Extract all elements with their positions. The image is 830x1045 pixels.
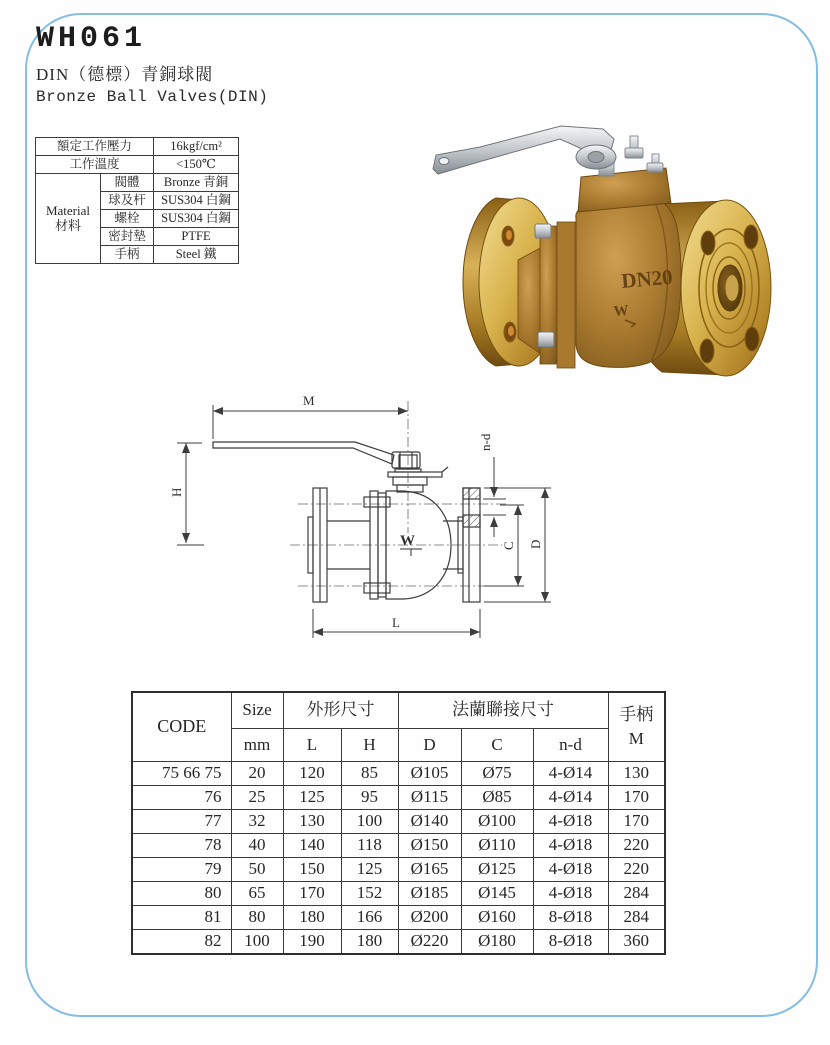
code-cell: 75 66 75: [132, 762, 231, 786]
value-cell: Ø115: [398, 786, 461, 810]
value-cell: 4-Ø14: [533, 762, 608, 786]
table-row: [132, 882, 665, 906]
code-cell: 80: [132, 882, 231, 906]
code-cell: 82: [132, 930, 231, 955]
col-header-size: Size: [231, 692, 283, 729]
dim-label-l: L: [392, 615, 400, 630]
dn-marking: DN20: [620, 264, 674, 293]
material-part: 手柄: [101, 246, 154, 264]
subtitle-english: Bronze Ball Valves(DIN): [36, 87, 269, 106]
table-row: [36, 156, 239, 174]
value-cell: Ø145: [461, 882, 533, 906]
code-cell: 79: [132, 858, 231, 882]
dim-label-d: D: [528, 539, 543, 549]
dimension-table-header: [132, 692, 665, 762]
value-cell: Ø75: [461, 762, 533, 786]
valve-drawing: [150, 385, 570, 655]
dim-table-body: [132, 762, 665, 955]
value-cell: Ø180: [461, 930, 533, 955]
valve-photo-illustration: [400, 110, 820, 400]
value-cell: 166: [341, 906, 398, 930]
table-row: [132, 906, 665, 930]
value-cell: 4-Ø18: [533, 882, 608, 906]
subtitle-chinese: DIN（德標）青銅球閥: [36, 64, 214, 84]
value-cell: 125: [283, 786, 341, 810]
col-header-outline: 外形尺寸: [283, 692, 398, 729]
table-row: [36, 138, 239, 156]
value-cell: 85: [341, 762, 398, 786]
material-value: Bronze 青銅: [154, 174, 239, 192]
value-cell: Ø140: [398, 810, 461, 834]
value-cell: Ø150: [398, 834, 461, 858]
col-header-nd: n-d: [533, 729, 608, 762]
value-cell: 4-Ø14: [533, 786, 608, 810]
value-cell: 95: [341, 786, 398, 810]
dimension-table: [131, 691, 666, 955]
value-cell: Ø160: [461, 906, 533, 930]
value-cell: 8-Ø18: [533, 906, 608, 930]
table-row: [36, 174, 239, 192]
value-cell: 4-Ø18: [533, 810, 608, 834]
value-cell: Ø105: [398, 762, 461, 786]
value-cell: 8-Ø18: [533, 930, 608, 955]
value-cell: 25: [231, 786, 283, 810]
value-cell: 190: [283, 930, 341, 955]
material-label-zh: 材料: [54, 217, 81, 233]
value-cell: Ø85: [461, 786, 533, 810]
value-cell: 140: [283, 834, 341, 858]
pressure-label: 額定工作壓力: [36, 138, 154, 156]
value-cell: 220: [608, 834, 665, 858]
col-header-h: H: [341, 729, 398, 762]
dim-label-c: C: [501, 541, 516, 550]
table-row: [132, 810, 665, 834]
material-part: 球及杆: [101, 192, 154, 210]
value-cell: Ø110: [461, 834, 533, 858]
col-header-mm: mm: [231, 729, 283, 762]
value-cell: 360: [608, 930, 665, 955]
page-header: [36, 24, 268, 106]
logo-marking: W: [612, 302, 630, 320]
table-row: [132, 786, 665, 810]
col-header-handle-zh: 手柄: [619, 705, 654, 725]
value-cell: 284: [608, 882, 665, 906]
code-cell: 76: [132, 786, 231, 810]
table-row: [132, 834, 665, 858]
value-cell: 50: [231, 858, 283, 882]
material-label: [36, 174, 101, 264]
value-cell: 40: [231, 834, 283, 858]
model-number: WH061: [36, 22, 147, 56]
col-header-d: D: [398, 729, 461, 762]
table-header-row: [132, 692, 665, 729]
value-cell: 100: [341, 810, 398, 834]
value-cell: Ø220: [398, 930, 461, 955]
value-cell: 4-Ø18: [533, 834, 608, 858]
col-header-c: C: [461, 729, 533, 762]
table-row: [132, 762, 665, 786]
value-cell: 20: [231, 762, 283, 786]
value-cell: 65: [231, 882, 283, 906]
col-header-flange: 法蘭聯接尺寸: [398, 692, 608, 729]
material-label-en: Material: [45, 202, 91, 218]
dim-label-nd: n-d: [478, 433, 493, 451]
table-row: [132, 930, 665, 955]
material-value: PTFE: [154, 228, 239, 246]
value-cell: 32: [231, 810, 283, 834]
col-header-handle: [608, 692, 665, 762]
temperature-value: <150℃: [154, 156, 239, 174]
value-cell: 120: [283, 762, 341, 786]
value-cell: Ø165: [398, 858, 461, 882]
handle-lever: [433, 126, 616, 174]
value-cell: 220: [608, 858, 665, 882]
value-cell: 130: [283, 810, 341, 834]
col-header-code: CODE: [132, 692, 231, 762]
logo-underline: [400, 549, 422, 556]
dimension-labels: [169, 393, 543, 630]
material-part: 密封墊: [101, 228, 154, 246]
value-cell: 180: [341, 930, 398, 955]
valve-outline: [213, 442, 480, 602]
value-cell: 118: [341, 834, 398, 858]
pressure-value: 16kgf/cm²: [154, 138, 239, 156]
code-cell: 77: [132, 810, 231, 834]
material-part: 閥體: [101, 174, 154, 192]
value-cell: Ø125: [461, 858, 533, 882]
value-cell: Ø185: [398, 882, 461, 906]
value-cell: 80: [231, 906, 283, 930]
product-photo: [400, 110, 820, 400]
value-cell: 125: [341, 858, 398, 882]
material-part: 螺栓: [101, 210, 154, 228]
value-cell: 100: [231, 930, 283, 955]
dim-label-m: M: [303, 393, 315, 408]
code-cell: 78: [132, 834, 231, 858]
body-joint: [535, 222, 575, 368]
material-value: SUS304 白鋼: [154, 192, 239, 210]
table-row: [132, 858, 665, 882]
material-value: Steel 鐵: [154, 246, 239, 264]
value-cell: 152: [341, 882, 398, 906]
spec-material-table: [35, 137, 239, 264]
dim-label-h: H: [169, 487, 184, 497]
value-cell: 180: [283, 906, 341, 930]
value-cell: 150: [283, 858, 341, 882]
value-cell: 130: [608, 762, 665, 786]
drawing-logo: W: [400, 533, 415, 549]
value-cell: 170: [608, 810, 665, 834]
dimension-drawing: [150, 385, 570, 655]
material-value: SUS304 白鋼: [154, 210, 239, 228]
value-cell: 284: [608, 906, 665, 930]
value-cell: 170: [608, 786, 665, 810]
value-cell: 170: [283, 882, 341, 906]
temperature-label: 工作溫度: [36, 156, 154, 174]
value-cell: Ø200: [398, 906, 461, 930]
col-header-l: L: [283, 729, 341, 762]
code-cell: 81: [132, 906, 231, 930]
value-cell: Ø100: [461, 810, 533, 834]
value-cell: 4-Ø18: [533, 858, 608, 882]
col-header-handle-m: M: [628, 729, 644, 748]
